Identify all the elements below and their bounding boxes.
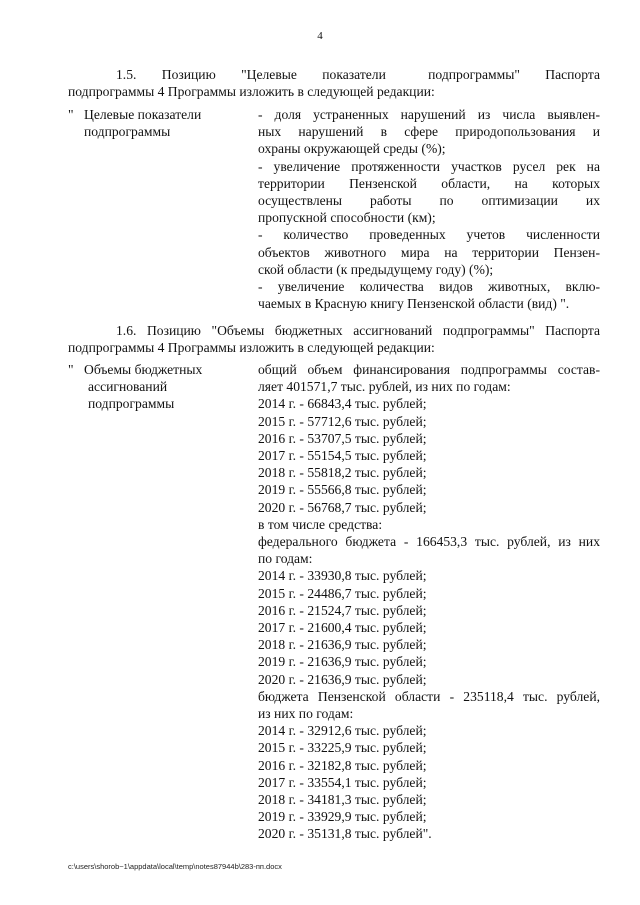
page-number: 4 [317,30,323,42]
table-2-right-line: 2016 г. - 32182,8 тыс. рублей; [258,757,427,773]
table-1-right-line: - количество проведенных учетов численности [258,227,600,243]
table-2-right-line: 2020 г. - 21636,9 тыс. рублей; [258,671,427,687]
table-1-right-line: - увеличение количества видов животных, вклю- [258,279,600,295]
table-1-open-quote: " [68,107,74,122]
table-2-right-line: 2015 г. - 24486,7 тыс. рублей; [258,585,427,601]
table-1-left-cell [84,106,244,140]
table-2-right-line: 2014 г. - 66843,4 тыс. рублей; [258,396,427,412]
table-2-right-line: 2017 г. - 33554,1 тыс. рублей; [258,774,427,790]
table-2-right-line: 2018 г. - 21636,9 тыс. рублей; [258,637,427,653]
section-1-6-line2: подпрограммы 4 Программы изложить в следующей редакции: [68,340,435,356]
table-2-right-line: 2019 г. - 33929,9 тыс. рублей; [258,809,427,825]
table-2-right-line: 2015 г. - 33225,9 тыс. рублей; [258,740,427,756]
table-1-left-line: подпрограммы [84,124,171,140]
section-1-6-paragraph [68,322,600,356]
table-2-right-line: 2017 г. - 21600,4 тыс. рублей; [258,620,427,636]
section-1-5-line1: 1.5. Позицию "Целевые показатели подпрограммы" Паспорта [116,67,600,82]
table-2-right-line: 2017 г. - 55154,5 тыс. рублей; [258,448,427,464]
table-1-left-line: Целевые показатели [84,107,202,122]
table-2-left-line: ассигнований [88,379,168,395]
table-1-right-line: - доля устраненных нарушений из числа выявлен- [258,107,600,122]
table-2-right-line: по годам: [258,551,313,567]
table-2-left-line: подпрограммы [88,396,175,412]
table-2-right-line: 2014 г. - 33930,8 тыс. рублей; [258,568,427,584]
table-2-right-line: 2016 г. - 53707,5 тыс. рублей; [258,430,427,446]
table-2-right-line: федерального бюджета - 166453,3 тыс. рублей, из них [258,534,600,550]
table-1-right-line: объектов животного мира на территории Пензен- [258,244,600,260]
table-1-right-line: чаемых в Красную книгу Пензенской области (вид) ". [258,296,570,312]
table-1-right-line: ской области (к предыдущему году) (%); [258,261,494,277]
table-2-right-line: общий объем финансирования подпрограммы состав- [258,362,600,377]
table-2-right-line: из них по годам: [258,706,354,722]
table-1-right-line: территории Пензенской области, на которых [258,175,600,191]
section-1-5-paragraph [68,66,600,100]
table-2-right-line: 2019 г. - 55566,8 тыс. рублей; [258,482,427,498]
table-2-right-line: 2016 г. - 21524,7 тыс. рублей; [258,602,427,618]
section-1-6-line1: 1.6. Позицию "Объемы бюджетных ассигнований подпрограммы" Паспорта [116,323,600,338]
table-1-right-line: охраны окружающей среды (%); [258,141,446,157]
section-1-5-line2: подпрограммы 4 Программы изложить в следующей редакции: [68,84,435,100]
table-2-open-quote: " [68,362,74,377]
table-2-right-line: 2020 г. - 35131,8 тыс. рублей". [258,826,432,842]
table-2-right-line: 2018 г. - 55818,2 тыс. рублей; [258,465,427,481]
table-2-left-cell [84,361,244,413]
table-2-right-line: 2015 г. - 57712,6 тыс. рублей; [258,413,427,429]
table-1-right-cell [258,106,600,312]
table-1-right-line: - увеличение протяженности участков русел рек на [258,158,600,174]
table-2-right-line: бюджета Пензенской области - 235118,4 тыс. рублей, [258,688,600,704]
file-path-footer: c:\users\shorob~1\appdata\local\temp\notes87944b\283-пп.docx [68,862,282,871]
table-2-right-line: ляет 401571,7 тыс. рублей, из них по годам: [258,379,511,395]
table-1-right-line: пропускной способности (км); [258,210,436,226]
table-2-right-line: в том числе средства: [258,516,383,532]
table-2-right-cell [258,361,600,843]
table-1-right-line: ных нарушений в сфере природопользования и [258,124,600,140]
table-2-right-line: 2020 г. - 56768,7 тыс. рублей; [258,499,427,515]
table-2-right-line: 2019 г. - 21636,9 тыс. рублей; [258,654,427,670]
table-2-left-line: Объемы бюджетных [84,362,203,377]
table-1-right-line: осуществлены работы по оптимизации их [258,193,600,209]
table-2-right-line: 2014 г. - 32912,6 тыс. рублей; [258,723,427,739]
table-2-right-line: 2018 г. - 34181,3 тыс. рублей; [258,792,427,808]
